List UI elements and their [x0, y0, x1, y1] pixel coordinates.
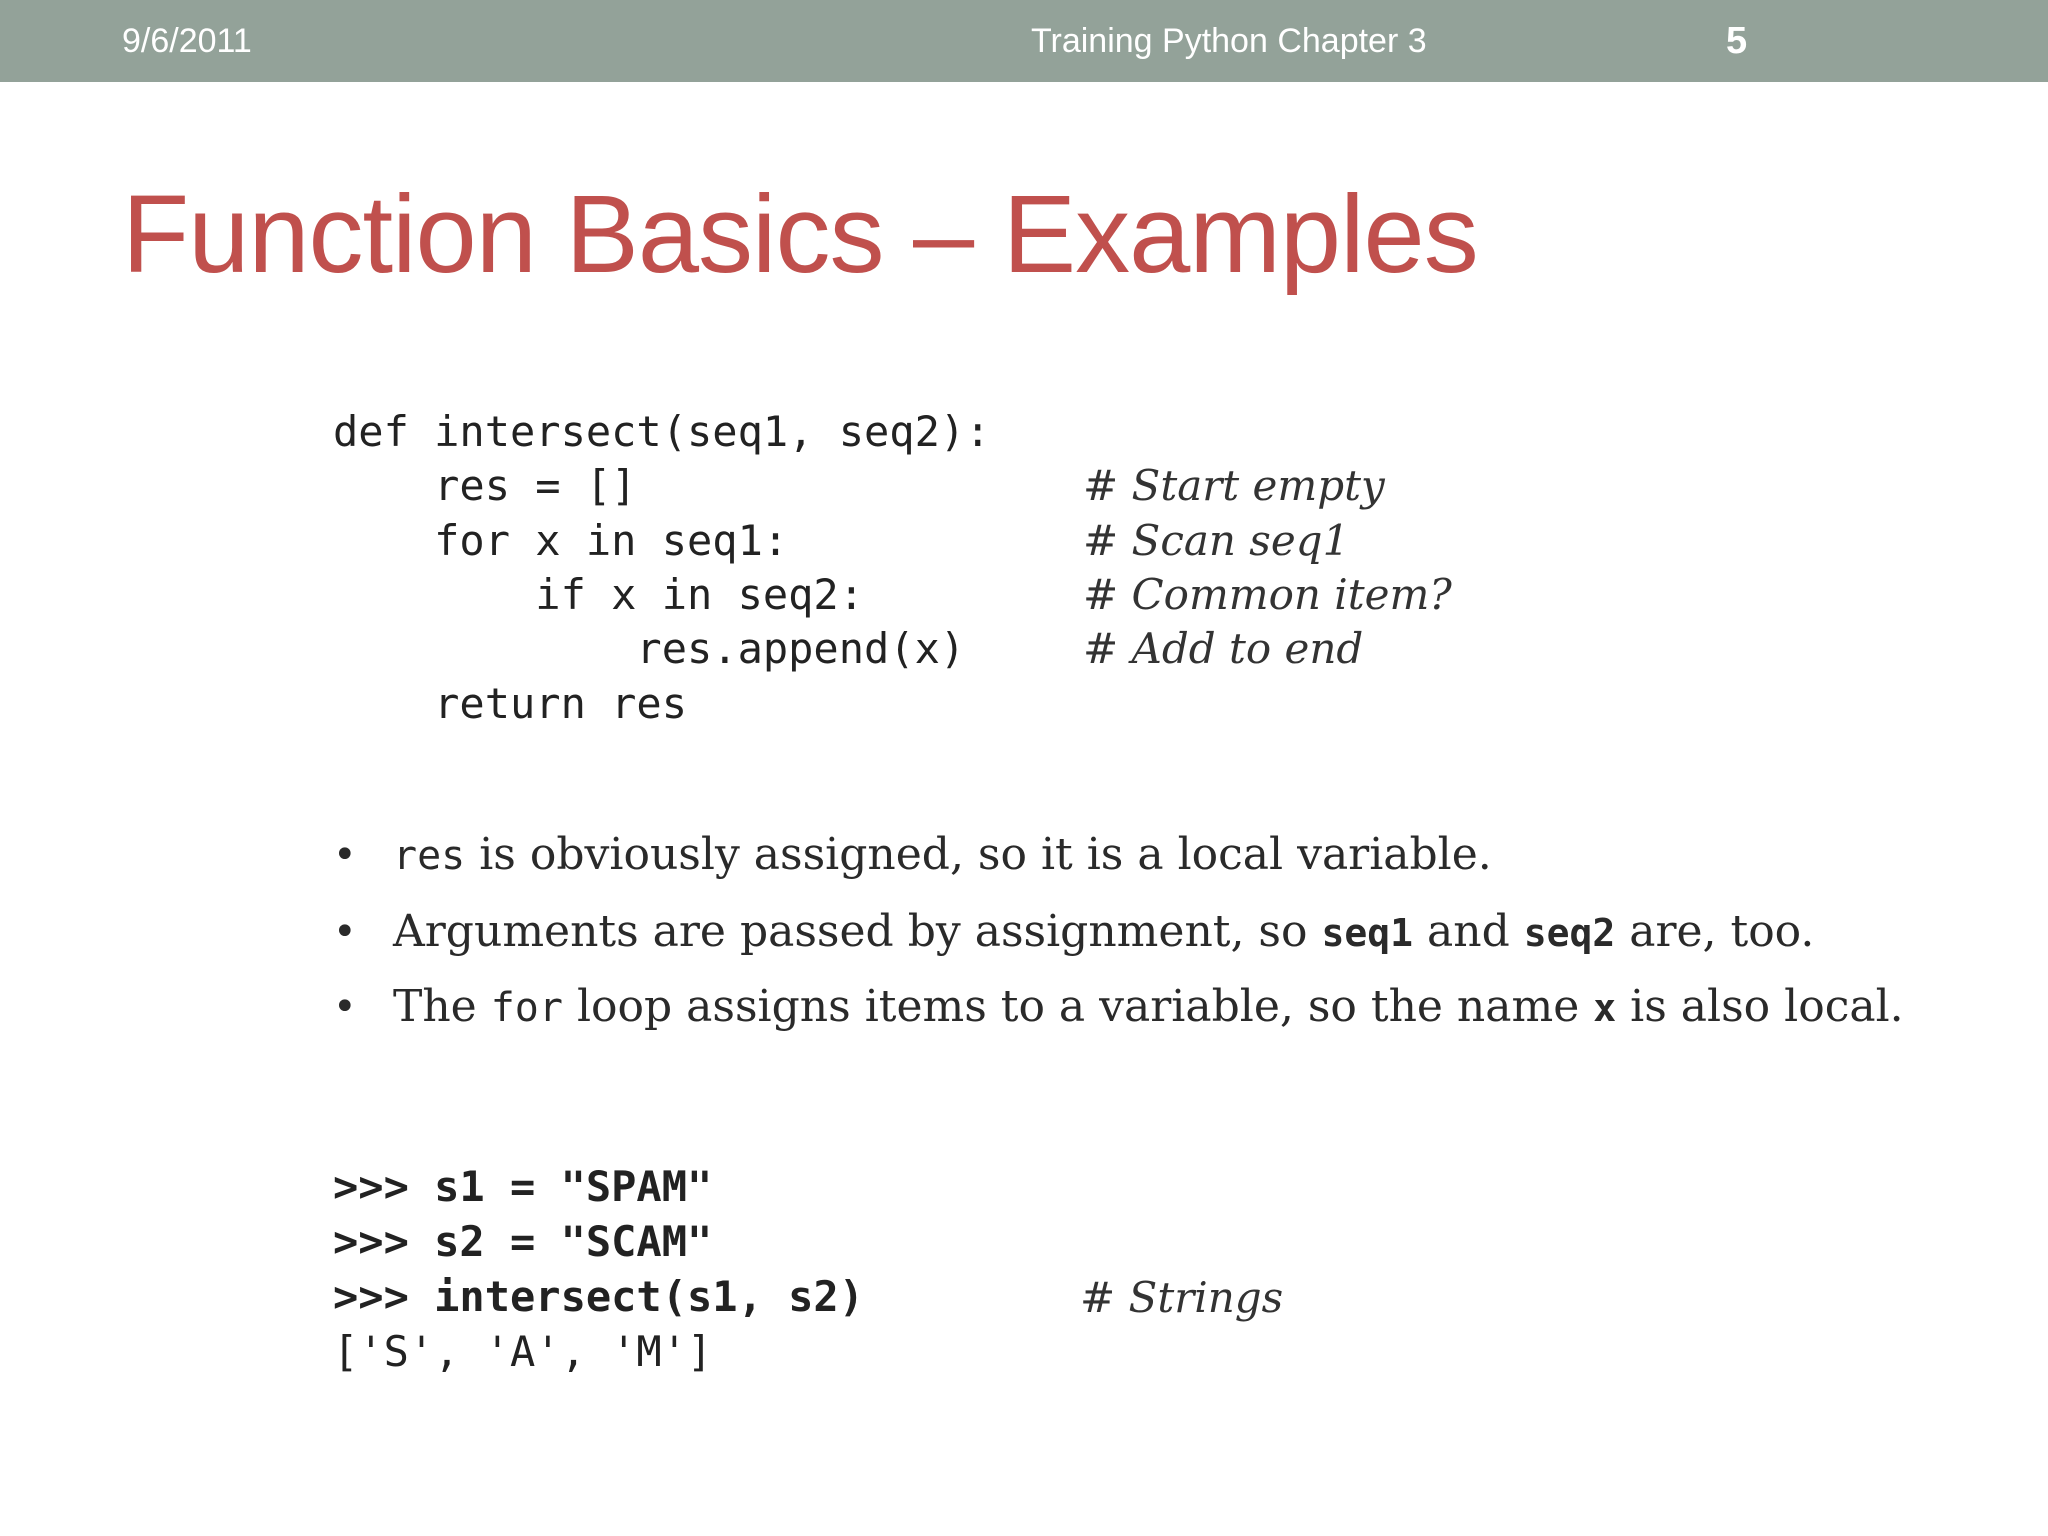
- inline-code: x: [1593, 986, 1617, 1030]
- page-number: 5: [1726, 20, 1748, 62]
- inline-code: res: [393, 833, 466, 879]
- repl-line: >>> intersect(s1, s2): [333, 1272, 865, 1321]
- code-comment: # Start empty: [1083, 461, 1385, 510]
- code-line: for x in seq1:: [333, 516, 789, 565]
- bullet-dot: •: [333, 909, 357, 955]
- code-line: if x in seq2:: [333, 570, 865, 619]
- code-comment: # Scan seq1: [1083, 516, 1350, 565]
- bullet-dot: •: [333, 832, 357, 878]
- bullet-text: [393, 977, 1904, 1038]
- repl-output: ['S', 'A', 'M']: [333, 1327, 713, 1376]
- repl-line: >>> s1 = "SPAM": [333, 1162, 713, 1211]
- code-line: def intersect(seq1, seq2):: [333, 407, 991, 456]
- bullet-text-part: Arguments are passed by assignment, so: [393, 906, 1322, 957]
- bullet-text-part: loop assigns items to a variable, so the name: [562, 981, 1594, 1032]
- bullet-text-part: The: [393, 981, 491, 1032]
- inline-code: for: [490, 985, 563, 1031]
- bullet-text: [393, 902, 1814, 963]
- header-title: Training Python Chapter 3: [1031, 22, 1427, 60]
- code-line: res = []: [333, 461, 637, 510]
- repl-comment: # Strings: [1080, 1273, 1284, 1322]
- bullet-text-part: is obviously assigned, so it is a local variable.: [465, 829, 1492, 880]
- code-comment: # Add to end: [1083, 624, 1364, 673]
- bullet-text-part: are, too.: [1615, 906, 1815, 957]
- bullet-text-part: and: [1413, 906, 1524, 957]
- inline-code: seq1: [1321, 911, 1414, 955]
- header-date: 9/6/2011: [122, 22, 252, 60]
- header-bar: [0, 0, 2048, 82]
- code-line: return res: [333, 679, 688, 728]
- bullet-text: [393, 825, 1492, 886]
- inline-code: seq2: [1523, 911, 1616, 955]
- bullet-text-part: is also local.: [1616, 981, 1904, 1032]
- code-comment: # Common item?: [1083, 570, 1452, 619]
- repl-line: >>> s2 = "SCAM": [333, 1217, 713, 1266]
- slide-title: Function Basics – Examples: [122, 173, 1478, 296]
- code-line: res.append(x): [333, 624, 966, 673]
- bullet-dot: •: [333, 984, 357, 1030]
